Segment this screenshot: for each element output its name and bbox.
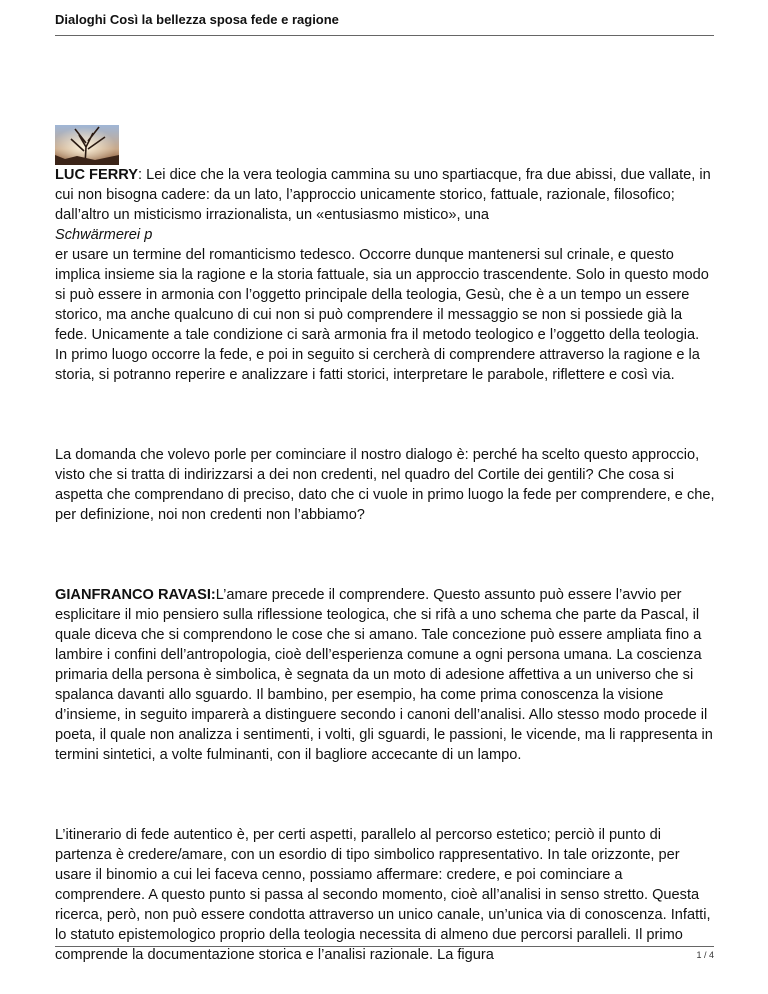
article-photo [55,125,119,165]
speaker-name: LUC FERRY [55,167,138,183]
paragraph-text: : Lei dice che la vera teologia cammina su uno spartiacque, fra due abissi, due vallate, in cui non bisogna cadere: da un lato, l’approccio unicamente storico, fattuale, razionale, filosofico; dall’altro un misticismo irrazionalista, un «entusiasmo mistico», una [55,167,711,223]
spacer [55,525,715,585]
speaker-name: GIANFRANCO RAVASI: [55,587,216,603]
paragraph-luc-ferry [55,165,715,385]
paragraph-text: L’amare precede il comprendere. Questo assunto può essere l’avvio per esplicitare il mio pensiero sulla riflessione teologica, che si rifà a uno schema che parte da Pascal, il quale diceva che si comprendono le cose che si amano. Tale concezione può essere ampliata fino a lambire i confini dell’antropologia, cioè dell’esperienza comune a ogni persona umana. La coscienza primaria della persona è simbolica, è segnata da un moto di adesione affettiva a un universo che si spalanca davanti allo sguardo. Il bambino, per esempio, ha come prima conoscenza la visione d’insieme, in seguito imparerà a distinguere secondo i canoni dell’analisi. Allo stesso modo procede il poeta, il quale non analizza i sentimenti, i volti, gli sguardi, le passioni, le vicende, ma li rappresenta in termini sintetici, a volte fulminanti, con il bagliore accecante di un lampo. [55,587,713,763]
paragraph-ravasi [55,585,715,765]
header-divider [55,35,714,36]
paragraph-question: La domanda che volevo porle per cominciare il nostro dialogo è: perché ha scelto questo approccio, visto che si tratta di indirizzarsi a dei non credenti, nel quadro del Cortile dei gentili? Che cosa si aspetta che comprendano di preciso, dato che ci vuole in primo luogo la fede per comprendere, e che, per definizione, noi non credenti non l’abbiamo? [55,447,715,523]
page-number: 1 / 4 [696,950,714,960]
spacer [55,765,715,825]
paragraph-text: er usare un termine del romanticismo tedesco. Occorre dunque mantenersi sul crinale, e questo implica insieme sia la ragione e la storia fattuale, sia un approccio trascendente. Solo in questo modo si può essere in armonia con l’oggetto principale della teologia, Gesù, che è a un tempo un essere storico, ma anche qualcuno di cui non si può comprendere il messaggio se non si possiede già la fede. Unicamente a tale condizione ci sarà armonia fra il metodo teologico e l’oggetto della teologia. In primo luogo occorre la fede, e poi in seguito si cercherà di comprendere attraverso la ragione e la storia, si potranno reperire e analizzare i fatti storici, interpretare le parabole, riflettere e così via. [55,247,709,383]
document-header-title: Dialoghi Così la bellezza sposa fede e ragione [55,12,339,27]
spacer [55,385,715,445]
paragraph-itinerary: L’itinerario di fede autentico è, per certi aspetti, parallelo al percorso estetico; perciò il punto di partenza è credere/amare, con un esordio di tipo simbolico rappresentativo. In tale orizzonte, per usare il binomio a cui lei faceva cenno, possiamo affermare: credere, e poi cominciare a comprendere. A questo punto si passa al secondo momento, cioè all’analisi in senso stretto. Questa ricerca, però, non può essere condotta attraverso un unico canale, un’unica via di conoscenza. Infatti, lo statuto epistemologico proprio della teologia necessita di almeno due percorsi paralleli. Il primo comprende la documentazione storica e l’analisi razionale. La figura [55,827,711,963]
footer-divider [55,946,714,947]
italic-term: Schwärmerei p [55,227,153,243]
article-body [55,165,715,965]
